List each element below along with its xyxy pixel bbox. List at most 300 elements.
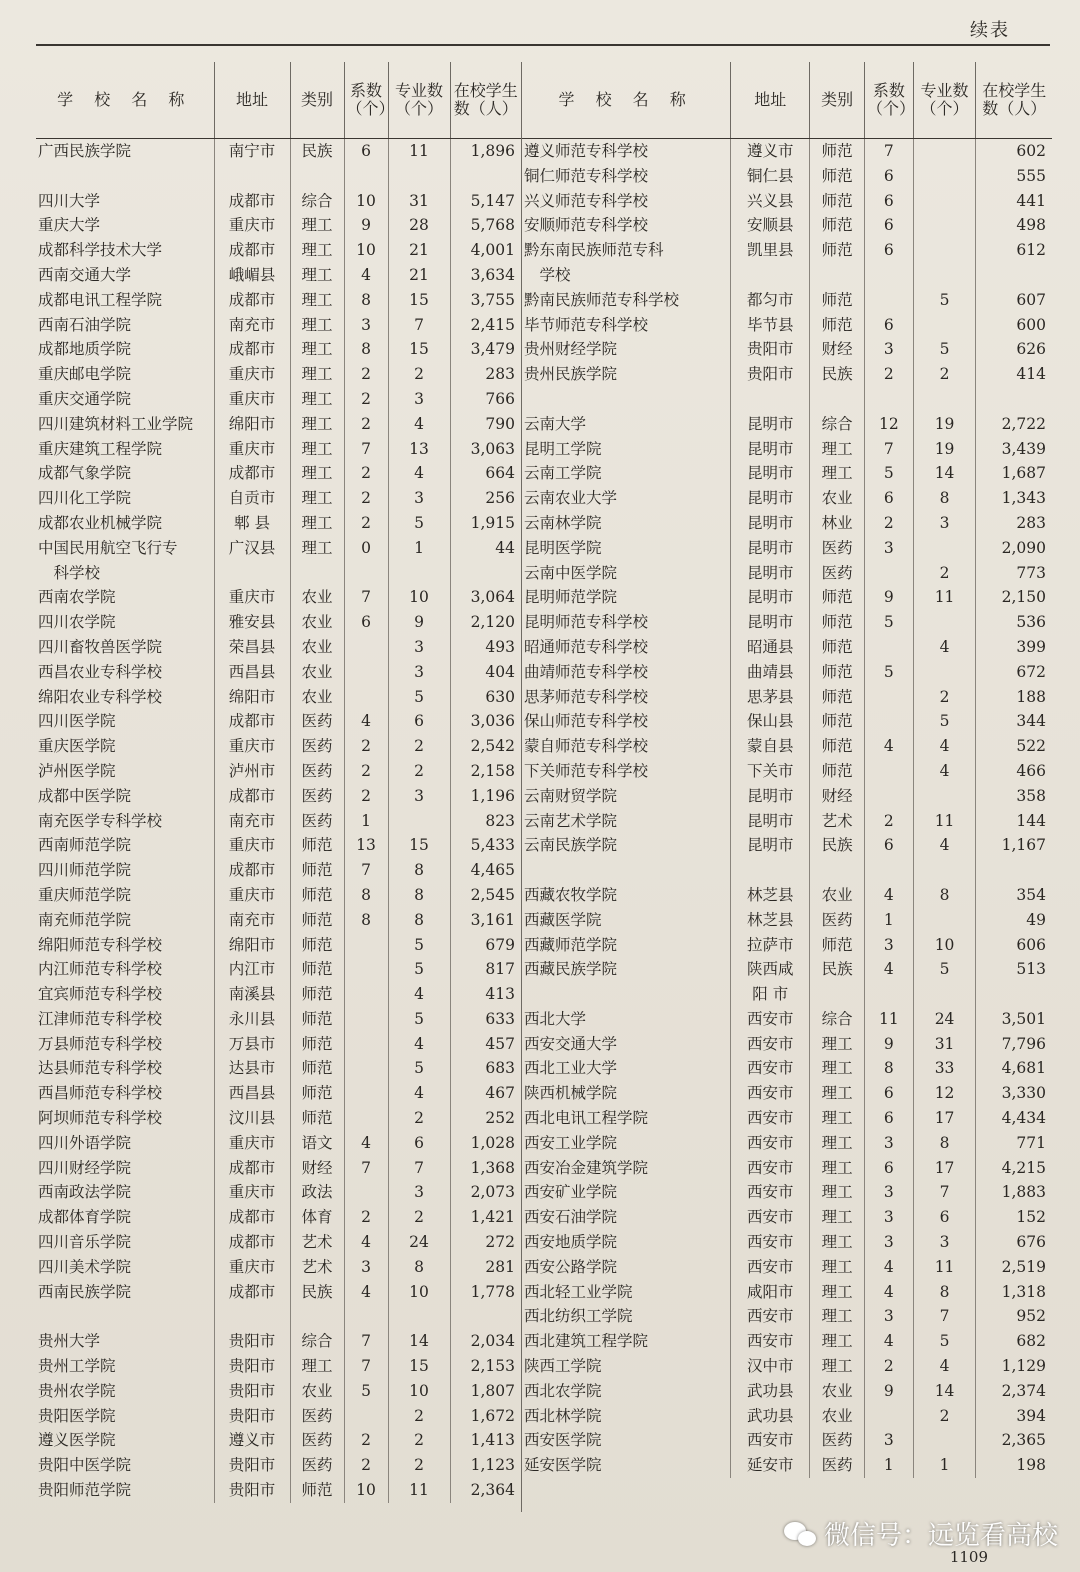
student-count: 664: [450, 461, 521, 486]
school-name: [522, 387, 731, 412]
address: 南充市: [214, 313, 290, 338]
major-count: [913, 387, 976, 412]
table-row: [522, 1304, 1052, 1329]
table-row: [36, 1032, 521, 1057]
student-count: 2,365: [976, 1428, 1052, 1453]
school-name: [36, 164, 214, 189]
table-row: [522, 1081, 1052, 1106]
department-count: 8: [344, 337, 388, 362]
department-count: [344, 1180, 388, 1205]
school-name: 四川畜牧兽医学院: [38, 637, 163, 656]
table-row: [522, 1106, 1052, 1131]
category: 政法: [290, 1180, 344, 1205]
category: 农业: [810, 486, 865, 511]
school-name: 西藏农牧学院: [524, 885, 618, 904]
table-row: [36, 1255, 521, 1280]
category: 理工: [290, 213, 344, 238]
address: 西安市: [731, 1230, 810, 1255]
school-name: 四川农学院: [38, 613, 116, 632]
student-count: 2,415: [450, 313, 521, 338]
school-name: 延安医学院: [524, 1456, 602, 1475]
department-count: 7: [344, 1329, 388, 1354]
department-count: 4: [865, 957, 914, 982]
student-count: 602: [976, 139, 1052, 164]
table-row: [522, 486, 1052, 511]
table-row: [36, 1131, 521, 1156]
major-count: [913, 139, 976, 164]
school-name: 四川师范学院: [38, 861, 132, 880]
major-count: 6: [388, 1131, 450, 1156]
department-count: [865, 263, 914, 288]
major-count: [913, 238, 976, 263]
table-row: [522, 536, 1052, 561]
school-name: 四川大学: [38, 191, 101, 210]
address: [214, 561, 290, 586]
department-count: 6: [865, 1106, 914, 1131]
category: 艺术: [810, 809, 865, 834]
school-name: [36, 1304, 214, 1329]
category: 医药: [290, 1404, 344, 1429]
category: 师范: [810, 685, 865, 710]
school-name: 西北建筑工程学院: [524, 1332, 649, 1351]
category: 民族: [810, 833, 865, 858]
student-count: 2,542: [450, 734, 521, 759]
category: 师范: [810, 933, 865, 958]
school-name: 重庆医学院: [38, 737, 116, 756]
major-count: 7: [388, 1156, 450, 1181]
student-count: 5,433: [450, 833, 521, 858]
category: [290, 1304, 344, 1329]
department-count: 9: [865, 1032, 914, 1057]
school-name: 西安工业学院: [524, 1133, 618, 1152]
school-name: 西北林学院: [524, 1406, 602, 1425]
address: 贵阳市: [214, 1329, 290, 1354]
school-name: 四川医学院: [38, 712, 116, 731]
school-name: 云南工学院: [524, 464, 602, 483]
school-name: 重庆交通学院: [38, 389, 132, 408]
category: [290, 164, 344, 189]
school-name: 西昌农业专科学校: [38, 662, 163, 681]
department-count: 4: [344, 263, 388, 288]
major-count: 11: [913, 1255, 976, 1280]
department-count: 4: [344, 1230, 388, 1255]
address: 西安市: [731, 1304, 810, 1329]
school-name: 西安交通大学: [524, 1034, 618, 1053]
category: 理工: [810, 1280, 865, 1305]
address: 重庆市: [214, 387, 290, 412]
student-count: 188: [976, 685, 1052, 710]
school-name: 西北轻工业学院: [524, 1282, 633, 1301]
table-row: [522, 982, 1052, 1007]
major-count: 4: [388, 1081, 450, 1106]
address: 保山县: [731, 709, 810, 734]
category: 理工: [290, 536, 344, 561]
page-number: 1109: [949, 1548, 988, 1566]
category: [810, 263, 865, 288]
address: 昆明市: [731, 610, 810, 635]
school-name: 四川建筑材料工业学院: [38, 414, 194, 433]
table-row: [36, 387, 521, 412]
student-count: 4,681: [976, 1056, 1052, 1081]
category: 医药: [810, 908, 865, 933]
address: 阳 市: [731, 982, 810, 1007]
school-name: 四川财经学院: [38, 1158, 132, 1177]
school-name: 贵州财经学院: [524, 340, 618, 359]
department-count: 2: [344, 759, 388, 784]
major-count: 28: [388, 213, 450, 238]
student-count: 2,073: [450, 1180, 521, 1205]
student-count: 790: [450, 412, 521, 437]
right-header-row: [522, 62, 1052, 139]
department-count: 3: [865, 337, 914, 362]
category: 医药: [290, 1428, 344, 1453]
left-table-body: [36, 139, 521, 1503]
school-name: 黔东南民族师范专科: [524, 241, 664, 260]
category: 理工: [810, 1106, 865, 1131]
category: 艺术: [290, 1255, 344, 1280]
school-name: 云南民族学院: [524, 836, 618, 855]
student-count: 1,915: [450, 511, 521, 536]
school-name: 四川化工学院: [38, 489, 132, 508]
school-name: 南充师范学院: [38, 910, 132, 929]
table-row: [36, 561, 521, 586]
table-row: [522, 957, 1052, 982]
student-count: 612: [976, 238, 1052, 263]
table-row: [36, 833, 521, 858]
student-count: 823: [450, 809, 521, 834]
address: 南溪县: [214, 982, 290, 1007]
category: 师范: [290, 1056, 344, 1081]
category: 理工: [810, 1032, 865, 1057]
address: 毕节县: [731, 313, 810, 338]
table-row: [522, 1007, 1052, 1032]
category: 理工: [810, 461, 865, 486]
student-count: 1,129: [976, 1354, 1052, 1379]
category: 理工: [290, 486, 344, 511]
school-name: 西安冶金建筑学院: [524, 1158, 649, 1177]
address: 昆明市: [731, 561, 810, 586]
major-count: 2: [388, 362, 450, 387]
address: 成都市: [214, 858, 290, 883]
address: 重庆市: [214, 1255, 290, 1280]
address: 昆明市: [731, 486, 810, 511]
major-count: 15: [388, 288, 450, 313]
address: 广汉县: [214, 536, 290, 561]
major-count: 8: [913, 1280, 976, 1305]
student-count: 5,147: [450, 189, 521, 214]
category: 综合: [810, 412, 865, 437]
department-count: [865, 561, 914, 586]
table-row: [36, 660, 521, 685]
table-row: [522, 313, 1052, 338]
school-name: 西南师范学院: [38, 836, 132, 855]
table-row: [36, 858, 521, 883]
major-count: 10: [388, 585, 450, 610]
school-name: 云南农业大学: [524, 489, 618, 508]
category: 民族: [290, 139, 344, 164]
department-count: [865, 709, 914, 734]
table-row: [522, 685, 1052, 710]
address: 曲靖县: [731, 660, 810, 685]
address: 南充市: [214, 809, 290, 834]
major-count: 31: [388, 189, 450, 214]
school-name: 遵义医学院: [38, 1431, 116, 1450]
category: 师范: [810, 213, 865, 238]
department-count: 2: [865, 1354, 914, 1379]
table-row: [36, 1428, 521, 1453]
major-count: 33: [913, 1056, 976, 1081]
table-row: [36, 337, 521, 362]
student-count: 679: [450, 933, 521, 958]
major-count: 3: [388, 1180, 450, 1205]
major-count: 3: [388, 387, 450, 412]
table-row: [36, 1106, 521, 1131]
category: 师范: [290, 833, 344, 858]
student-count: 3,064: [450, 585, 521, 610]
school-name: 昆明师范学院: [524, 588, 618, 607]
address: 林芝县: [731, 908, 810, 933]
major-count: 31: [913, 1032, 976, 1057]
category: 财经: [290, 1156, 344, 1181]
student-count: 3,634: [450, 263, 521, 288]
school-name: 广西民族学院: [38, 142, 132, 160]
table-row: [36, 238, 521, 263]
school-name: 绵阳师范专科学校: [38, 935, 163, 954]
department-count: 7: [344, 1156, 388, 1181]
address: 西安市: [731, 1007, 810, 1032]
student-count: 4,215: [976, 1156, 1052, 1181]
address: 西安市: [731, 1056, 810, 1081]
header-students: 在校学生数（人）: [976, 62, 1052, 139]
student-count: 683: [450, 1056, 521, 1081]
department-count: [865, 288, 914, 313]
major-count: 10: [913, 933, 976, 958]
table-row: [522, 412, 1052, 437]
category: 农业: [290, 585, 344, 610]
major-count: 3: [388, 660, 450, 685]
address: 汉中市: [731, 1354, 810, 1379]
major-count: 11: [388, 1478, 450, 1503]
table-row: [522, 362, 1052, 387]
student-count: 630: [450, 685, 521, 710]
header-type: 类别: [290, 62, 344, 139]
school-name: 成都科学技术大学: [38, 241, 163, 260]
student-count: 1,672: [450, 1404, 521, 1429]
student-count: 283: [976, 511, 1052, 536]
major-count: [913, 213, 976, 238]
address: 延安市: [731, 1453, 810, 1478]
student-count: 771: [976, 1131, 1052, 1156]
address: [731, 858, 810, 883]
major-count: 8: [388, 1255, 450, 1280]
category: 财经: [810, 784, 865, 809]
major-count: [913, 1428, 976, 1453]
student-count: 2,722: [976, 412, 1052, 437]
category: 医药: [290, 1453, 344, 1478]
category: 师范: [810, 238, 865, 263]
table-row: [36, 1329, 521, 1354]
category: 理工: [290, 1354, 344, 1379]
header-majors: 专业数（个）: [388, 62, 450, 139]
department-count: 3: [865, 1180, 914, 1205]
school-name: 云南大学: [524, 414, 587, 433]
student-count: 2,090: [976, 536, 1052, 561]
major-count: 14: [388, 1329, 450, 1354]
department-count: 2: [344, 387, 388, 412]
department-count: 7: [865, 139, 914, 164]
top-rule: [36, 44, 1050, 46]
student-count: 256: [450, 486, 521, 511]
major-count: 2: [913, 1404, 976, 1429]
student-count: 3,439: [976, 437, 1052, 462]
header-departments: 系数（个）: [865, 62, 914, 139]
address: 西安市: [731, 1156, 810, 1181]
major-count: 8: [913, 486, 976, 511]
table-row: [522, 858, 1052, 883]
major-count: 7: [913, 1304, 976, 1329]
department-count: [344, 1304, 388, 1329]
major-count: 5: [913, 337, 976, 362]
department-count: 13: [344, 833, 388, 858]
address: 陕西咸: [731, 957, 810, 982]
address: 重庆市: [214, 437, 290, 462]
right-table: [522, 62, 1052, 1478]
major-count: 8: [913, 1131, 976, 1156]
school-name: 西南石油学院: [38, 315, 132, 334]
department-count: 5: [344, 1379, 388, 1404]
department-count: 2: [344, 784, 388, 809]
school-name: 西安公路学院: [524, 1257, 618, 1276]
department-count: 3: [865, 1131, 914, 1156]
wechat-icon: [784, 1520, 818, 1548]
school-name: 西安医学院: [524, 1431, 602, 1450]
table-row: [36, 709, 521, 734]
school-name: 西安矿业学院: [524, 1183, 618, 1202]
address: 绵阳市: [214, 933, 290, 958]
student-count: 3,479: [450, 337, 521, 362]
table-row: [36, 809, 521, 834]
category: 理工: [810, 1205, 865, 1230]
address: 思茅县: [731, 685, 810, 710]
address: 贵阳市: [731, 362, 810, 387]
student-count: 1,167: [976, 833, 1052, 858]
major-count: 2: [913, 561, 976, 586]
major-count: 5: [388, 685, 450, 710]
category: 农业: [810, 1379, 865, 1404]
header-students: 在校学生数（人）: [450, 62, 521, 139]
category: 师范: [810, 139, 865, 164]
address: 西安市: [731, 1081, 810, 1106]
major-count: [388, 1304, 450, 1329]
major-count: [388, 809, 450, 834]
student-count: 555: [976, 164, 1052, 189]
right-table-body: [522, 139, 1052, 1479]
major-count: 10: [388, 1379, 450, 1404]
student-count: 2,158: [450, 759, 521, 784]
major-count: [913, 536, 976, 561]
table-row: [522, 1056, 1052, 1081]
address: 昆明市: [731, 784, 810, 809]
address: 都匀市: [731, 288, 810, 313]
major-count: 10: [388, 1280, 450, 1305]
category: 师范: [290, 1106, 344, 1131]
table-row: [36, 1230, 521, 1255]
address: 蒙自县: [731, 734, 810, 759]
student-count: 2,374: [976, 1379, 1052, 1404]
table-row: [522, 1131, 1052, 1156]
table-row: [522, 189, 1052, 214]
category: [290, 561, 344, 586]
department-count: 4: [865, 1255, 914, 1280]
student-count: 3,036: [450, 709, 521, 734]
department-count: 7: [344, 437, 388, 462]
school-name: 泸州医学院: [38, 761, 116, 780]
school-name: 铜仁师范专科学校: [524, 166, 649, 185]
school-name: 成都地质学院: [38, 340, 132, 359]
major-count: 4: [913, 1354, 976, 1379]
department-count: 6: [865, 486, 914, 511]
department-count: [865, 387, 914, 412]
student-count: 152: [976, 1205, 1052, 1230]
department-count: 9: [865, 1379, 914, 1404]
watermark: [784, 1515, 1058, 1552]
category: 理工: [290, 263, 344, 288]
school-name: 南充医学专科学校: [38, 811, 163, 830]
department-count: [865, 784, 914, 809]
school-name: 成都体育学院: [38, 1208, 132, 1227]
student-count: 281: [450, 1255, 521, 1280]
department-count: 7: [344, 585, 388, 610]
school-name: 昆明工学院: [524, 439, 602, 458]
school-name: 西藏师范学院: [524, 935, 618, 954]
school-name: 云南艺术学院: [524, 811, 618, 830]
address: 重庆市: [214, 883, 290, 908]
table-row: [36, 437, 521, 462]
student-count: 414: [976, 362, 1052, 387]
table-row: [36, 164, 521, 189]
school-name: 贵州农学院: [38, 1381, 116, 1400]
table-row: [522, 1453, 1052, 1478]
major-count: 4: [388, 1032, 450, 1057]
student-count: 498: [976, 213, 1052, 238]
category: 医药: [290, 734, 344, 759]
school-name: 贵州大学: [38, 1332, 101, 1351]
student-count: 536: [976, 610, 1052, 635]
major-count: 3: [388, 635, 450, 660]
department-count: 10: [344, 1478, 388, 1503]
category: 民族: [810, 957, 865, 982]
category: 医药: [810, 1453, 865, 1478]
major-count: 2: [388, 734, 450, 759]
table-row: [36, 1007, 521, 1032]
department-count: 2: [865, 809, 914, 834]
address: 拉萨市: [731, 933, 810, 958]
major-count: 7: [388, 313, 450, 338]
address: [214, 1304, 290, 1329]
department-count: 9: [344, 213, 388, 238]
address: 昆明市: [731, 461, 810, 486]
student-count: 2,150: [976, 585, 1052, 610]
department-count: 2: [344, 461, 388, 486]
address: [731, 387, 810, 412]
major-count: 2: [913, 362, 976, 387]
department-count: 8: [344, 883, 388, 908]
category: 师范: [290, 883, 344, 908]
category: 农业: [810, 883, 865, 908]
table-row: [36, 189, 521, 214]
address: 成都市: [214, 288, 290, 313]
address: 成都市: [214, 1156, 290, 1181]
